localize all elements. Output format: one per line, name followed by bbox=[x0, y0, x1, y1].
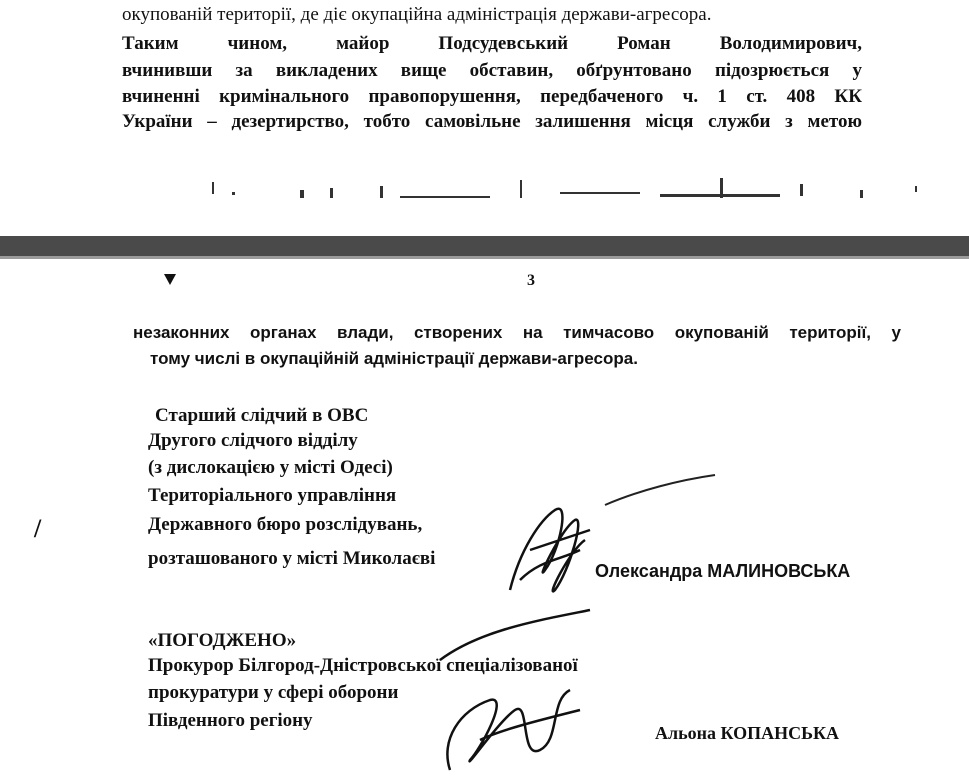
investigator-title: розташованого у місті Миколаєві bbox=[148, 548, 436, 569]
text-line: тому числі в окупаційній адміністрації держави-агресора. bbox=[150, 349, 638, 368]
text-line: вчинивши за викладених вище обставин, обґрунтовано підозрюється у bbox=[122, 60, 862, 81]
scan-noise bbox=[0, 170, 969, 230]
text-line: Таким чином, майор Подсудевський Роман Володимирович, bbox=[122, 33, 862, 54]
approval-title: Прокурор Білгород-Дністровської спеціалізованої bbox=[148, 655, 578, 676]
investigator-title: Старший слідчий в ОВС bbox=[155, 405, 369, 426]
text-line: вчиненні кримінального правопорушення, передбаченого ч. 1 ст. 408 КК bbox=[122, 86, 862, 107]
approval-title: Південного регіону bbox=[148, 710, 313, 731]
margin-mark: / bbox=[34, 514, 42, 543]
investigator-title: Територіального управління bbox=[148, 485, 397, 506]
investigator-title: (з дислокацією у місті Одесі) bbox=[148, 457, 393, 478]
investigator-name: Олександра МАЛИНОВСЬКА bbox=[595, 561, 851, 581]
prosecutor-signature bbox=[420, 600, 600, 784]
investigator-signature bbox=[500, 490, 600, 610]
investigator-title: Другого слідчого відділу bbox=[148, 430, 358, 451]
pen-stroke bbox=[600, 470, 720, 510]
marker-triangle-icon bbox=[164, 274, 176, 285]
investigator-title: Державного бюро розслідувань, bbox=[148, 514, 423, 535]
page-separator bbox=[0, 236, 969, 256]
text-line: незаконних органах влади, створених на тимчасово окупованій території, у bbox=[133, 323, 901, 342]
approval-heading: «ПОГОДЖЕНО» bbox=[148, 630, 297, 651]
text-line: окупованій території, де діє окупаційна адміністрація держави-агресора. bbox=[122, 4, 712, 25]
page-separator-edge bbox=[0, 256, 969, 259]
page-number: 3 bbox=[527, 272, 535, 289]
text-line: України – дезертирство, тобто самовільне залишення місця служби з метою bbox=[122, 111, 862, 132]
approval-name: Альона КОПАНСЬКА bbox=[655, 723, 840, 743]
approval-title: прокуратури у сфері оборони bbox=[148, 682, 399, 703]
